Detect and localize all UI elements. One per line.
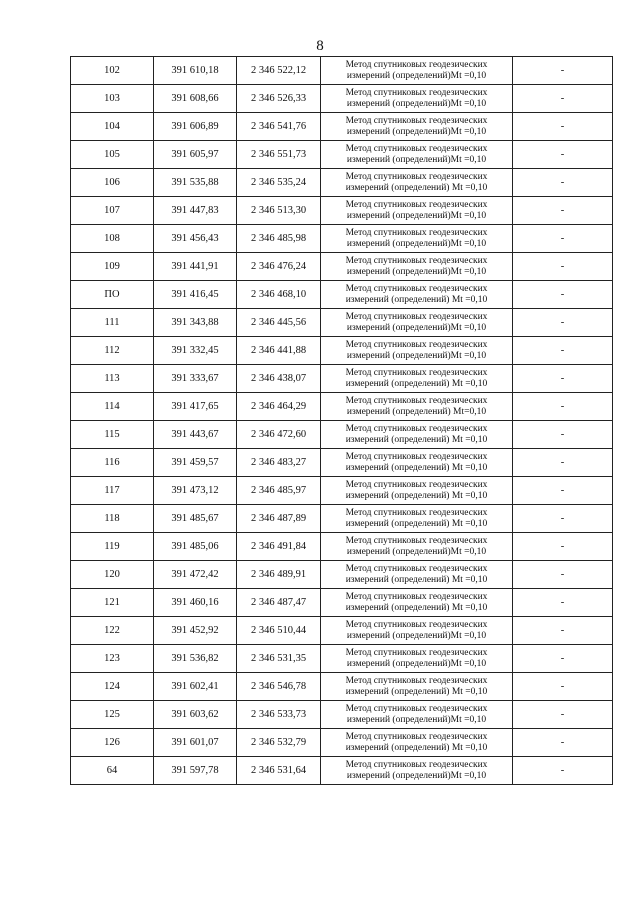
- note-cell: -: [513, 617, 613, 645]
- method-cell: [321, 477, 513, 505]
- point-number-cell: 107: [71, 197, 154, 225]
- method-line-1: Метод спутниковых геодезических: [345, 423, 488, 434]
- method-line-2: измерений (определений) Mt =0,10: [345, 182, 488, 193]
- y-coordinate-cell: 2 346 468,10: [237, 281, 321, 309]
- method-line-1: Метод спутниковых геодезических: [345, 619, 488, 630]
- point-number-cell: 105: [71, 141, 154, 169]
- x-coordinate-cell: 391 485,67: [154, 505, 237, 533]
- y-coordinate-cell: 2 346 483,27: [237, 449, 321, 477]
- note-cell: -: [513, 449, 613, 477]
- method-line-2: измерений (определений)Mt =0,10: [346, 210, 487, 221]
- coordinates-table: [70, 56, 613, 785]
- note-cell: -: [513, 141, 613, 169]
- method-line-1: Метод спутниковых геодезических: [345, 339, 488, 350]
- method-line-1: Метод спутниковых геодезических: [345, 535, 488, 546]
- point-number-cell: 118: [71, 505, 154, 533]
- method-line-2: измерений (определений)Mt =0,10: [346, 154, 487, 165]
- table-row: [71, 533, 613, 561]
- method-line-1: Метод спутниковых геодезических: [345, 59, 488, 70]
- x-coordinate-cell: 391 472,42: [154, 561, 237, 589]
- method-line-2: измерений (определений) Mt =0,10: [345, 686, 488, 697]
- x-coordinate-cell: 391 333,67: [154, 365, 237, 393]
- method-line-2: измерений (определений)Mt =0,10: [346, 630, 487, 641]
- y-coordinate-cell: 2 346 485,97: [237, 477, 321, 505]
- note-cell: -: [513, 57, 613, 85]
- x-coordinate-cell: 391 485,06: [154, 533, 237, 561]
- table-row: [71, 561, 613, 589]
- x-coordinate-cell: 391 460,16: [154, 589, 237, 617]
- y-coordinate-cell: 2 346 531,64: [237, 757, 321, 785]
- x-coordinate-cell: 391 343,88: [154, 309, 237, 337]
- y-coordinate-cell: 2 346 535,24: [237, 169, 321, 197]
- table-row: [71, 169, 613, 197]
- note-cell: -: [513, 533, 613, 561]
- method-cell: [321, 365, 513, 393]
- note-cell: -: [513, 337, 613, 365]
- y-coordinate-cell: 2 346 438,07: [237, 365, 321, 393]
- x-coordinate-cell: 391 601,07: [154, 729, 237, 757]
- y-coordinate-cell: 2 346 551,73: [237, 141, 321, 169]
- method-line-2: измерений (определений)Mt =0,10: [346, 238, 487, 249]
- method-cell: [321, 85, 513, 113]
- point-number-cell: 122: [71, 617, 154, 645]
- method-cell: [321, 421, 513, 449]
- table-row: [71, 197, 613, 225]
- point-number-cell: 124: [71, 673, 154, 701]
- method-line-2: измерений (определений)Mt =0,10: [346, 126, 487, 137]
- note-cell: -: [513, 309, 613, 337]
- method-cell: [321, 225, 513, 253]
- table-row: [71, 477, 613, 505]
- y-coordinate-cell: 2 346 546,78: [237, 673, 321, 701]
- y-coordinate-cell: 2 346 464,29: [237, 393, 321, 421]
- y-coordinate-cell: 2 346 489,91: [237, 561, 321, 589]
- x-coordinate-cell: 391 417,65: [154, 393, 237, 421]
- y-coordinate-cell: 2 346 532,79: [237, 729, 321, 757]
- x-coordinate-cell: 391 441,91: [154, 253, 237, 281]
- method-line-2: измерений (определений)Mt =0,10: [346, 322, 487, 333]
- point-number-cell: 102: [71, 57, 154, 85]
- note-cell: -: [513, 365, 613, 393]
- method-line-2: измерений (определений) Mt =0,10: [345, 434, 488, 445]
- note-cell: -: [513, 169, 613, 197]
- x-coordinate-cell: 391 603,62: [154, 701, 237, 729]
- note-cell: -: [513, 673, 613, 701]
- method-cell: [321, 617, 513, 645]
- x-coordinate-cell: 391 610,18: [154, 57, 237, 85]
- method-line-2: измерений (определений)Mt =0,10: [346, 266, 487, 277]
- y-coordinate-cell: 2 346 476,24: [237, 253, 321, 281]
- method-line-2: измерений (определений) Mt =0,10: [345, 490, 488, 501]
- point-number-cell: 120: [71, 561, 154, 589]
- note-cell: -: [513, 85, 613, 113]
- table-row: [71, 57, 613, 85]
- method-line-2: измерений (определений)Mt =0,10: [346, 70, 487, 81]
- y-coordinate-cell: 2 346 487,89: [237, 505, 321, 533]
- method-line-1: Метод спутниковых геодезических: [345, 171, 488, 182]
- method-cell: [321, 169, 513, 197]
- point-number-cell: 121: [71, 589, 154, 617]
- table-row: [71, 449, 613, 477]
- x-coordinate-cell: 391 459,57: [154, 449, 237, 477]
- note-cell: -: [513, 253, 613, 281]
- y-coordinate-cell: 2 346 485,98: [237, 225, 321, 253]
- method-line-1: Метод спутниковых геодезических: [345, 507, 488, 518]
- note-cell: -: [513, 393, 613, 421]
- method-cell: [321, 505, 513, 533]
- table-row: [71, 757, 613, 785]
- point-number-cell: 113: [71, 365, 154, 393]
- note-cell: -: [513, 561, 613, 589]
- point-number-cell: 123: [71, 645, 154, 673]
- table-row: [71, 617, 613, 645]
- method-cell: [321, 281, 513, 309]
- table-row: [71, 253, 613, 281]
- method-cell: [321, 113, 513, 141]
- method-line-2: измерений (определений)Mt =0,10: [346, 350, 487, 361]
- x-coordinate-cell: 391 606,89: [154, 113, 237, 141]
- y-coordinate-cell: 2 346 487,47: [237, 589, 321, 617]
- method-line-1: Метод спутниковых геодезических: [345, 199, 488, 210]
- y-coordinate-cell: 2 346 491,84: [237, 533, 321, 561]
- method-cell: [321, 673, 513, 701]
- method-line-1: Метод спутниковых геодезических: [345, 395, 488, 406]
- method-line-1: Метод спутниковых геодезических: [345, 367, 488, 378]
- point-number-cell: 125: [71, 701, 154, 729]
- method-line-2: измерений (определений)Mt =0,10: [346, 658, 487, 669]
- table-row: [71, 113, 613, 141]
- method-line-1: Метод спутниковых геодезических: [345, 143, 488, 154]
- method-cell: [321, 533, 513, 561]
- y-coordinate-cell: 2 346 445,56: [237, 309, 321, 337]
- method-line-1: Метод спутниковых геодезических: [345, 563, 488, 574]
- y-coordinate-cell: 2 346 472,60: [237, 421, 321, 449]
- x-coordinate-cell: 391 447,83: [154, 197, 237, 225]
- table-row: [71, 505, 613, 533]
- x-coordinate-cell: 391 456,43: [154, 225, 237, 253]
- y-coordinate-cell: 2 346 531,35: [237, 645, 321, 673]
- point-number-cell: 117: [71, 477, 154, 505]
- method-line-1: Метод спутниковых геодезических: [345, 647, 488, 658]
- table-row: [71, 281, 613, 309]
- method-line-1: Метод спутниковых геодезических: [345, 283, 488, 294]
- method-cell: [321, 561, 513, 589]
- method-cell: [321, 57, 513, 85]
- point-number-cell: 114: [71, 393, 154, 421]
- point-number-cell: ПО: [71, 281, 154, 309]
- method-line-2: измерений (определений)Mt =0,10: [346, 546, 487, 557]
- y-coordinate-cell: 2 346 526,33: [237, 85, 321, 113]
- method-line-2: измерений (определений) Mt =0,10: [345, 378, 488, 389]
- x-coordinate-cell: 391 602,41: [154, 673, 237, 701]
- method-line-2: измерений (определений)Mt =0,10: [346, 770, 487, 781]
- y-coordinate-cell: 2 346 522,12: [237, 57, 321, 85]
- point-number-cell: 104: [71, 113, 154, 141]
- point-number-cell: 108: [71, 225, 154, 253]
- x-coordinate-cell: 391 605,97: [154, 141, 237, 169]
- x-coordinate-cell: 391 416,45: [154, 281, 237, 309]
- method-line-1: Метод спутниковых геодезических: [345, 703, 488, 714]
- method-line-2: измерений (определений) Mt =0,10: [345, 518, 488, 529]
- method-cell: [321, 589, 513, 617]
- method-cell: [321, 757, 513, 785]
- method-line-1: Метод спутниковых геодезических: [345, 255, 488, 266]
- method-line-2: измерений (определений) Mt =0,10: [345, 462, 488, 473]
- method-line-1: Метод спутниковых геодезических: [345, 759, 488, 770]
- table-row: [71, 701, 613, 729]
- point-number-cell: 116: [71, 449, 154, 477]
- table-row: [71, 729, 613, 757]
- table-row: [71, 365, 613, 393]
- table-row: [71, 421, 613, 449]
- note-cell: -: [513, 225, 613, 253]
- table-row: [71, 225, 613, 253]
- table-row: [71, 589, 613, 617]
- note-cell: -: [513, 701, 613, 729]
- note-cell: -: [513, 113, 613, 141]
- table-row: [71, 141, 613, 169]
- x-coordinate-cell: 391 452,92: [154, 617, 237, 645]
- note-cell: -: [513, 477, 613, 505]
- point-number-cell: 115: [71, 421, 154, 449]
- note-cell: -: [513, 757, 613, 785]
- x-coordinate-cell: 391 608,66: [154, 85, 237, 113]
- point-number-cell: 119: [71, 533, 154, 561]
- method-line-2: измерений (определений) Mt =0,10: [345, 602, 488, 613]
- page-number: 8: [316, 38, 324, 54]
- note-cell: -: [513, 729, 613, 757]
- table-row: [71, 85, 613, 113]
- method-line-1: Метод спутниковых геодезических: [345, 227, 488, 238]
- method-cell: [321, 645, 513, 673]
- method-line-1: Метод спутниковых геодезических: [345, 675, 488, 686]
- x-coordinate-cell: 391 443,67: [154, 421, 237, 449]
- method-line-2: измерений (определений)Mt =0,10: [346, 98, 487, 109]
- x-coordinate-cell: 391 597,78: [154, 757, 237, 785]
- method-line-2: измерений (определений) Mt =0,10: [345, 574, 488, 585]
- x-coordinate-cell: 391 535,88: [154, 169, 237, 197]
- note-cell: -: [513, 281, 613, 309]
- note-cell: -: [513, 421, 613, 449]
- method-line-1: Метод спутниковых геодезических: [345, 451, 488, 462]
- point-number-cell: 106: [71, 169, 154, 197]
- table-row: [71, 309, 613, 337]
- y-coordinate-cell: 2 346 513,30: [237, 197, 321, 225]
- y-coordinate-cell: 2 346 541,76: [237, 113, 321, 141]
- method-line-1: Метод спутниковых геодезических: [345, 115, 488, 126]
- method-line-1: Метод спутниковых геодезических: [345, 87, 488, 98]
- method-line-2: измерений (определений)Mt =0,10: [346, 714, 487, 725]
- method-line-2: измерений (определений) Mt=0,10: [346, 406, 487, 417]
- method-line-1: Метод спутниковых геодезических: [345, 311, 488, 322]
- method-line-2: измерений (определений) Mt =0,10: [345, 294, 488, 305]
- x-coordinate-cell: 391 332,45: [154, 337, 237, 365]
- note-cell: -: [513, 505, 613, 533]
- point-number-cell: 64: [71, 757, 154, 785]
- table-row: [71, 645, 613, 673]
- x-coordinate-cell: 391 536,82: [154, 645, 237, 673]
- method-cell: [321, 729, 513, 757]
- method-line-2: измерений (определений) Mt =0,10: [345, 742, 488, 753]
- method-cell: [321, 309, 513, 337]
- table-row: [71, 393, 613, 421]
- method-line-1: Метод спутниковых геодезических: [345, 731, 488, 742]
- point-number-cell: 103: [71, 85, 154, 113]
- y-coordinate-cell: 2 346 510,44: [237, 617, 321, 645]
- note-cell: -: [513, 645, 613, 673]
- coordinates-table-body: [71, 57, 613, 785]
- y-coordinate-cell: 2 346 441,88: [237, 337, 321, 365]
- method-cell: [321, 337, 513, 365]
- table-row: [71, 673, 613, 701]
- note-cell: -: [513, 197, 613, 225]
- method-cell: [321, 701, 513, 729]
- method-line-1: Метод спутниковых геодезических: [345, 479, 488, 490]
- note-cell: -: [513, 589, 613, 617]
- y-coordinate-cell: 2 346 533,73: [237, 701, 321, 729]
- method-line-1: Метод спутниковых геодезических: [345, 591, 488, 602]
- point-number-cell: 112: [71, 337, 154, 365]
- method-cell: [321, 393, 513, 421]
- x-coordinate-cell: 391 473,12: [154, 477, 237, 505]
- method-cell: [321, 141, 513, 169]
- point-number-cell: 109: [71, 253, 154, 281]
- method-cell: [321, 197, 513, 225]
- table-row: [71, 337, 613, 365]
- point-number-cell: 111: [71, 309, 154, 337]
- point-number-cell: 126: [71, 729, 154, 757]
- method-cell: [321, 253, 513, 281]
- method-cell: [321, 449, 513, 477]
